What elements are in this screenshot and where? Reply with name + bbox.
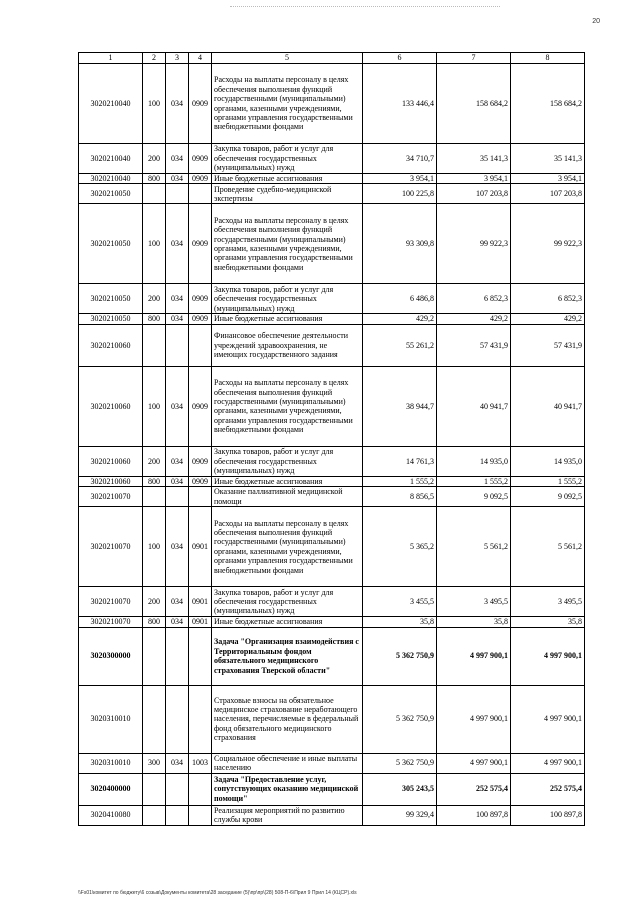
table-row bbox=[79, 184, 585, 204]
amount-year1-cell: 5 362 750,9 bbox=[363, 627, 437, 685]
amount-year3-cell: 5 561,2 bbox=[511, 507, 585, 587]
description-cell: Иные бюджетные ассигнования bbox=[212, 174, 363, 184]
target-code-cell: 3020210060 bbox=[79, 366, 143, 446]
admin-code-cell: 034 bbox=[166, 284, 189, 314]
amount-year3-cell: 252 575,4 bbox=[511, 773, 585, 805]
table-row bbox=[79, 805, 585, 825]
expense-type-cell bbox=[143, 487, 166, 507]
table-row bbox=[79, 487, 585, 507]
amount-year1-cell: 3 954,1 bbox=[363, 174, 437, 184]
expense-type-cell: 200 bbox=[143, 144, 166, 174]
amount-year2-cell: 14 935,0 bbox=[437, 446, 511, 476]
budget-table bbox=[78, 52, 585, 826]
expense-type-cell: 100 bbox=[143, 507, 166, 587]
column-header: 5 bbox=[212, 53, 363, 64]
target-code-cell: 3020210050 bbox=[79, 204, 143, 284]
amount-year2-cell: 5 561,2 bbox=[437, 507, 511, 587]
table-row bbox=[79, 174, 585, 184]
table-row bbox=[79, 446, 585, 476]
description-cell: Социальное обеспечение и иные выплаты населению bbox=[212, 753, 363, 773]
amount-year2-cell: 99 922,3 bbox=[437, 204, 511, 284]
amount-year1-cell: 1 555,2 bbox=[363, 476, 437, 486]
amount-year3-cell: 4 997 900,1 bbox=[511, 753, 585, 773]
amount-year3-cell: 429,2 bbox=[511, 314, 585, 324]
table-row bbox=[79, 587, 585, 617]
admin-code-cell: 034 bbox=[166, 446, 189, 476]
amount-year2-cell: 57 431,9 bbox=[437, 324, 511, 366]
description-cell: Проведение судебно-медицинской экспертизы bbox=[212, 184, 363, 204]
description-cell: Расходы на выплаты персоналу в целях обеспечения выполнения функций государственными (муниципальными) органами, казенными учреждениями, органами управления государственными внебюджетными фондами bbox=[212, 366, 363, 446]
target-code-cell: 3020310010 bbox=[79, 753, 143, 773]
table-row bbox=[79, 685, 585, 753]
amount-year2-cell: 35 141,3 bbox=[437, 144, 511, 174]
section-code-cell: 0909 bbox=[189, 366, 212, 446]
amount-year3-cell: 99 922,3 bbox=[511, 204, 585, 284]
amount-year2-cell: 40 941,7 bbox=[437, 366, 511, 446]
description-cell: Закупка товаров, работ и услуг для обеспечения государственных (муниципальных) нужд bbox=[212, 144, 363, 174]
admin-code-cell: 034 bbox=[166, 314, 189, 324]
target-code-cell: 3020210050 bbox=[79, 284, 143, 314]
expense-type-cell: 100 bbox=[143, 204, 166, 284]
amount-year1-cell: 5 365,2 bbox=[363, 507, 437, 587]
table-row bbox=[79, 144, 585, 174]
section-code-cell bbox=[189, 184, 212, 204]
table-row bbox=[79, 627, 585, 685]
amount-year1-cell: 35,8 bbox=[363, 617, 437, 627]
section-code-cell bbox=[189, 324, 212, 366]
admin-code-cell bbox=[166, 773, 189, 805]
description-cell: Страховые взносы на обязательное медицинское страхование неработающего населения, перечисляемые в федеральный фонд обязательного медицинского страхования bbox=[212, 685, 363, 753]
amount-year1-cell: 55 261,2 bbox=[363, 324, 437, 366]
amount-year2-cell: 1 555,2 bbox=[437, 476, 511, 486]
target-code-cell: 3020210070 bbox=[79, 487, 143, 507]
admin-code-cell bbox=[166, 685, 189, 753]
file-path-footer: \\Fs01\комитет по бюджету\6 созыв\Документы комитета\28 заседание (5)\пр\пр\(28) 508-П-6\Прил 9 Прил 14 (КЦСР).xls bbox=[78, 890, 357, 896]
description-cell: Иные бюджетные ассигнования bbox=[212, 476, 363, 486]
target-code-cell: 3020210040 bbox=[79, 144, 143, 174]
amount-year3-cell: 1 555,2 bbox=[511, 476, 585, 486]
expense-type-cell bbox=[143, 324, 166, 366]
admin-code-cell bbox=[166, 324, 189, 366]
expense-type-cell: 200 bbox=[143, 284, 166, 314]
amount-year2-cell: 4 997 900,1 bbox=[437, 685, 511, 753]
amount-year2-cell: 429,2 bbox=[437, 314, 511, 324]
expense-type-cell: 100 bbox=[143, 64, 166, 144]
table-row bbox=[79, 314, 585, 324]
amount-year1-cell: 5 362 750,9 bbox=[363, 753, 437, 773]
amount-year2-cell: 252 575,4 bbox=[437, 773, 511, 805]
expense-type-cell bbox=[143, 627, 166, 685]
amount-year1-cell: 305 243,5 bbox=[363, 773, 437, 805]
amount-year3-cell: 3 954,1 bbox=[511, 174, 585, 184]
expense-type-cell: 200 bbox=[143, 446, 166, 476]
amount-year3-cell: 9 092,5 bbox=[511, 487, 585, 507]
description-cell: Иные бюджетные ассигнования bbox=[212, 617, 363, 627]
amount-year1-cell: 93 309,8 bbox=[363, 204, 437, 284]
section-code-cell bbox=[189, 627, 212, 685]
admin-code-cell: 034 bbox=[166, 753, 189, 773]
admin-code-cell: 034 bbox=[166, 64, 189, 144]
description-cell: Закупка товаров, работ и услуг для обеспечения государственных (муниципальных) нужд bbox=[212, 284, 363, 314]
table-row bbox=[79, 476, 585, 486]
amount-year3-cell: 158 684,2 bbox=[511, 64, 585, 144]
section-code-cell: 0909 bbox=[189, 204, 212, 284]
target-code-cell: 3020210070 bbox=[79, 617, 143, 627]
admin-code-cell: 034 bbox=[166, 587, 189, 617]
expense-type-cell: 200 bbox=[143, 587, 166, 617]
section-code-cell bbox=[189, 773, 212, 805]
section-code-cell bbox=[189, 487, 212, 507]
expense-type-cell bbox=[143, 805, 166, 825]
amount-year2-cell: 158 684,2 bbox=[437, 64, 511, 144]
section-code-cell: 0909 bbox=[189, 144, 212, 174]
amount-year3-cell: 100 897,8 bbox=[511, 805, 585, 825]
section-code-cell: 0909 bbox=[189, 64, 212, 144]
column-header: 8 bbox=[511, 53, 585, 64]
admin-code-cell bbox=[166, 487, 189, 507]
scan-artifact-line bbox=[230, 6, 500, 7]
section-code-cell bbox=[189, 685, 212, 753]
target-code-cell: 3020210050 bbox=[79, 314, 143, 324]
target-code-cell: 3020210050 bbox=[79, 184, 143, 204]
amount-year1-cell: 3 455,5 bbox=[363, 587, 437, 617]
column-header: 7 bbox=[437, 53, 511, 64]
amount-year1-cell: 133 446,4 bbox=[363, 64, 437, 144]
admin-code-cell: 034 bbox=[166, 476, 189, 486]
amount-year3-cell: 4 997 900,1 bbox=[511, 627, 585, 685]
expense-type-cell bbox=[143, 184, 166, 204]
table-row bbox=[79, 753, 585, 773]
section-code-cell bbox=[189, 805, 212, 825]
table-row bbox=[79, 284, 585, 314]
expense-type-cell bbox=[143, 773, 166, 805]
admin-code-cell: 034 bbox=[166, 366, 189, 446]
amount-year3-cell: 4 997 900,1 bbox=[511, 685, 585, 753]
page-number: 20 bbox=[592, 18, 600, 25]
amount-year1-cell: 99 329,4 bbox=[363, 805, 437, 825]
section-code-cell: 0901 bbox=[189, 507, 212, 587]
amount-year2-cell: 35,8 bbox=[437, 617, 511, 627]
target-code-cell: 3020210040 bbox=[79, 174, 143, 184]
amount-year1-cell: 429,2 bbox=[363, 314, 437, 324]
target-code-cell: 3020210060 bbox=[79, 446, 143, 476]
column-header: 4 bbox=[189, 53, 212, 64]
description-cell: Иные бюджетные ассигнования bbox=[212, 314, 363, 324]
amount-year3-cell: 57 431,9 bbox=[511, 324, 585, 366]
description-cell: Расходы на выплаты персоналу в целях обеспечения выполнения функций государственными (муниципальными) органами, казенными учреждениями, органами управления государственными внебюджетными фондами bbox=[212, 507, 363, 587]
section-code-cell: 0909 bbox=[189, 174, 212, 184]
admin-code-cell: 034 bbox=[166, 507, 189, 587]
table-row bbox=[79, 366, 585, 446]
amount-year1-cell: 6 486,8 bbox=[363, 284, 437, 314]
expense-type-cell: 800 bbox=[143, 174, 166, 184]
expense-type-cell: 100 bbox=[143, 366, 166, 446]
section-code-cell: 0909 bbox=[189, 314, 212, 324]
admin-code-cell bbox=[166, 805, 189, 825]
amount-year1-cell: 34 710,7 bbox=[363, 144, 437, 174]
column-header: 6 bbox=[363, 53, 437, 64]
header-row bbox=[79, 53, 585, 64]
amount-year2-cell: 3 954,1 bbox=[437, 174, 511, 184]
target-code-cell: 3020210060 bbox=[79, 476, 143, 486]
expense-type-cell bbox=[143, 685, 166, 753]
amount-year2-cell: 6 852,3 bbox=[437, 284, 511, 314]
table-row bbox=[79, 324, 585, 366]
amount-year2-cell: 4 997 900,1 bbox=[437, 753, 511, 773]
expense-type-cell: 300 bbox=[143, 753, 166, 773]
description-cell: Оказание паллиативной медицинской помощи bbox=[212, 487, 363, 507]
table-row bbox=[79, 507, 585, 587]
column-header: 3 bbox=[166, 53, 189, 64]
amount-year3-cell: 14 935,0 bbox=[511, 446, 585, 476]
table-row bbox=[79, 204, 585, 284]
description-cell: Реализация мероприятий по развитию службы крови bbox=[212, 805, 363, 825]
column-header: 2 bbox=[143, 53, 166, 64]
admin-code-cell: 034 bbox=[166, 617, 189, 627]
description-cell: Задача "Организация взаимодействия с Территориальным фондом обязательного медицинского страхования Тверской области" bbox=[212, 627, 363, 685]
description-cell: Закупка товаров, работ и услуг для обеспечения государственных (муниципальных) нужд bbox=[212, 587, 363, 617]
amount-year1-cell: 14 761,3 bbox=[363, 446, 437, 476]
amount-year1-cell: 100 225,8 bbox=[363, 184, 437, 204]
amount-year3-cell: 35,8 bbox=[511, 617, 585, 627]
target-code-cell: 3020310010 bbox=[79, 685, 143, 753]
target-code-cell: 3020210070 bbox=[79, 587, 143, 617]
admin-code-cell: 034 bbox=[166, 204, 189, 284]
target-code-cell: 3020400000 bbox=[79, 773, 143, 805]
section-code-cell: 0901 bbox=[189, 587, 212, 617]
admin-code-cell: 034 bbox=[166, 144, 189, 174]
section-code-cell: 0909 bbox=[189, 284, 212, 314]
amount-year3-cell: 35 141,3 bbox=[511, 144, 585, 174]
section-code-cell: 1003 bbox=[189, 753, 212, 773]
description-cell: Расходы на выплаты персоналу в целях обеспечения выполнения функций государственными (муниципальными) органами, казенными учреждениями, органами управления государственными внебюджетными фондами bbox=[212, 64, 363, 144]
admin-code-cell bbox=[166, 184, 189, 204]
section-code-cell: 0909 bbox=[189, 446, 212, 476]
amount-year3-cell: 107 203,8 bbox=[511, 184, 585, 204]
description-cell: Расходы на выплаты персоналу в целях обеспечения выполнения функций государственными (муниципальными) органами, казенными учреждениями, органами управления государственными внебюджетными фондами bbox=[212, 204, 363, 284]
expense-type-cell: 800 bbox=[143, 314, 166, 324]
amount-year2-cell: 4 997 900,1 bbox=[437, 627, 511, 685]
amount-year1-cell: 8 856,5 bbox=[363, 487, 437, 507]
expense-type-cell: 800 bbox=[143, 617, 166, 627]
target-code-cell: 3020210060 bbox=[79, 324, 143, 366]
table-row bbox=[79, 64, 585, 144]
amount-year2-cell: 100 897,8 bbox=[437, 805, 511, 825]
amount-year3-cell: 6 852,3 bbox=[511, 284, 585, 314]
section-code-cell: 0901 bbox=[189, 617, 212, 627]
target-code-cell: 3020410080 bbox=[79, 805, 143, 825]
description-cell: Задача "Предоставление услуг, сопутствующих оказанию медицинской помощи" bbox=[212, 773, 363, 805]
amount-year2-cell: 107 203,8 bbox=[437, 184, 511, 204]
amount-year1-cell: 38 944,7 bbox=[363, 366, 437, 446]
target-code-cell: 3020300000 bbox=[79, 627, 143, 685]
section-code-cell: 0909 bbox=[189, 476, 212, 486]
column-header: 1 bbox=[79, 53, 143, 64]
target-code-cell: 3020210070 bbox=[79, 507, 143, 587]
amount-year2-cell: 9 092,5 bbox=[437, 487, 511, 507]
table-row bbox=[79, 773, 585, 805]
amount-year3-cell: 3 495,5 bbox=[511, 587, 585, 617]
amount-year3-cell: 40 941,7 bbox=[511, 366, 585, 446]
target-code-cell: 3020210040 bbox=[79, 64, 143, 144]
admin-code-cell: 034 bbox=[166, 174, 189, 184]
amount-year1-cell: 5 362 750,9 bbox=[363, 685, 437, 753]
description-cell: Финансовое обеспечение деятельности учреждений здравоохранения, не имеющих государственного задания bbox=[212, 324, 363, 366]
description-cell: Закупка товаров, работ и услуг для обеспечения государственных (муниципальных) нужд bbox=[212, 446, 363, 476]
admin-code-cell bbox=[166, 627, 189, 685]
table-row bbox=[79, 617, 585, 627]
expense-type-cell: 800 bbox=[143, 476, 166, 486]
amount-year2-cell: 3 495,5 bbox=[437, 587, 511, 617]
